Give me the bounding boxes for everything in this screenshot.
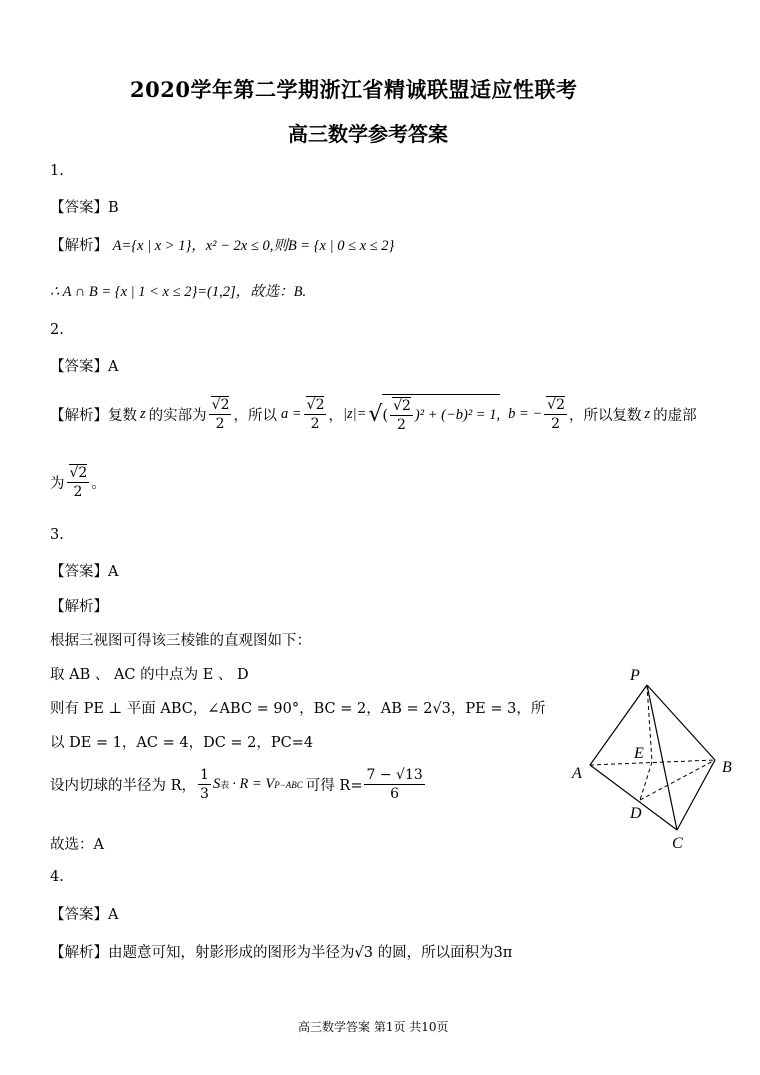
q3-conclusion: 故选：A — [50, 837, 104, 853]
q3-line4: 以 DE = 1，AC = 4，DC = 2，PC=4 — [50, 735, 314, 751]
label-P: P — [630, 667, 640, 684]
q1-analysis-tag: 【解析】 — [50, 238, 108, 254]
document-title: 2020学年第二学期浙江省精诚联盟适应性联考 — [130, 77, 578, 102]
label-A: A — [572, 765, 582, 782]
q3-line2: 取 AB 、 AC 的中点为 E 、 D — [50, 667, 249, 683]
q2-analysis-tag: 【解析】 — [50, 407, 108, 424]
modulus-radicand: ( $\frac{√2}{2}$ )² + (−b)² = 1, — [382, 394, 500, 434]
q4-analysis-tag: 【解析】 — [50, 945, 108, 961]
q1-analysis-line1: A={x | x > 1}，x² − 2x ≤ 0,则B = {x | 0 ≤ x ≤ 2} — [112, 238, 395, 254]
fraction-sqrt2-over-2: $\frac{√2}{2}$ — [209, 396, 232, 433]
page-footer: 高三数学答案 第1页 共10页 — [298, 1020, 449, 1034]
q2-number: 2. — [50, 322, 64, 338]
edge-ED-hidden — [640, 762, 652, 800]
q3-number: 3. — [50, 527, 64, 543]
q1-analysis — [50, 234, 394, 255]
q3-line1: 根据三视图可得该三棱锥的直观图如下： — [50, 633, 311, 649]
document-subtitle: 高三数学参考答案 — [288, 122, 448, 146]
q3-analysis-tag: 【解析】 — [50, 599, 108, 615]
label-E: E — [634, 745, 644, 762]
q1-answer: 【答案】B — [50, 200, 119, 216]
q1-analysis-line2: ∴ A ∩ B = {x | 1 < x ≤ 2}=(1,2]，故选：B. — [50, 284, 307, 300]
edge-AB-hidden — [590, 760, 715, 765]
q1-number: 1. — [50, 163, 64, 179]
edge-PB — [647, 685, 715, 760]
q2-answer: 【答案】A — [50, 359, 119, 375]
q4-answer: 【答案】A — [50, 907, 119, 923]
label-C: C — [672, 835, 683, 852]
q3-answer: 【答案】A — [50, 564, 119, 580]
q4-number: 4. — [50, 869, 64, 885]
label-D: D — [630, 805, 642, 822]
q2-analysis: 【解析】 复数 z 的实部为 $\frac{√2}{2}$ ，所以 a = $\frac{√2}{2}$ ， |z|= √ ( $\frac{√2}{2}$ )² + (−b)² = 1, b = − $\frac{√2}{2}$ ，所以复数 z 的虚部 — [50, 394, 697, 434]
label-B: B — [722, 759, 732, 776]
q2-analysis-cont: 为 $\frac{√2}{2}$ 。 — [50, 465, 106, 500]
q4-analysis: 【解析】由题意可知，射影形成的图形为半径为√3 的圆，所以面积为3π — [50, 945, 513, 961]
q3-line5: 设内切球的半径为 R， $\frac{1}{3}$ S 表 · R = V P−ABC 可得 R= $\frac{7 - √13}{6}$ — [50, 767, 423, 802]
tetrahedron-figure — [560, 660, 750, 860]
q3-line3: 则有 PE ⊥ 平面 ABC，∠ABC = 90°，BC = 2，AB = 2√3，PE = 3，所 — [50, 701, 546, 717]
